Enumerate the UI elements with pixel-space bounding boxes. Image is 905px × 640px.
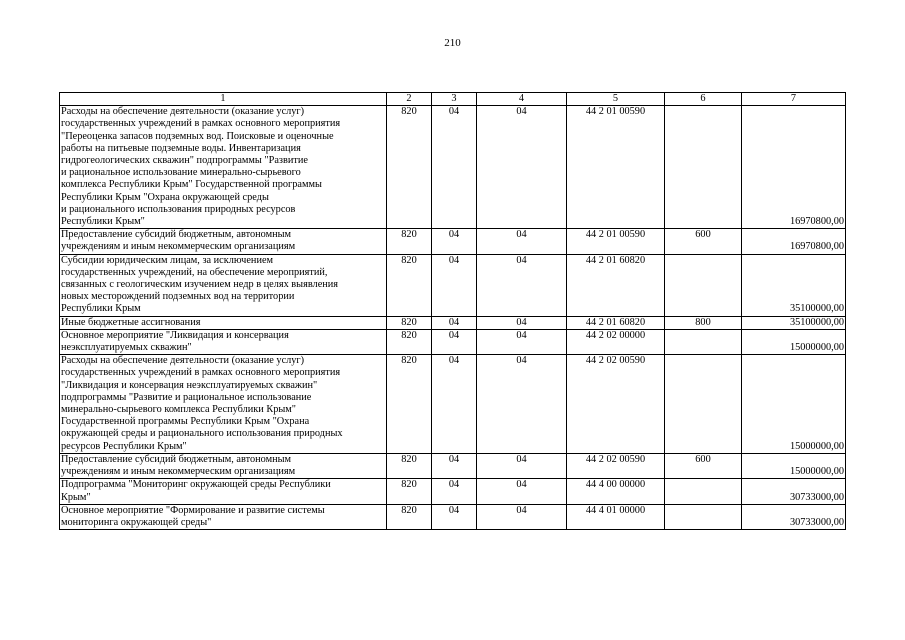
subsection-cell: 04: [477, 355, 567, 454]
table-row: [60, 479, 846, 504]
page-number: 210: [444, 37, 461, 49]
ministry-code-cell: 820: [387, 504, 432, 529]
table-row: [60, 106, 846, 229]
subsection-cell: 04: [477, 479, 567, 504]
column-header: 2: [387, 93, 432, 106]
subsection-cell: 04: [477, 453, 567, 478]
ministry-code-cell: 820: [387, 479, 432, 504]
column-header: 1: [60, 93, 387, 106]
amount-cell: 15000000,00: [742, 453, 846, 478]
row-name-cell: Основное мероприятие "Ликвидация и консервация неэксплуатируемых скважин": [60, 329, 387, 354]
amount-cell: 16970800,00: [742, 229, 846, 254]
table-row: [60, 504, 846, 529]
target-article-cell: 44 2 01 60820: [567, 254, 665, 316]
table-row: [60, 254, 846, 316]
ministry-code-cell: 820: [387, 329, 432, 354]
ministry-code-cell: 820: [387, 254, 432, 316]
row-name-cell: Иные бюджетные ассигнования: [60, 316, 387, 329]
ministry-code-cell: 820: [387, 355, 432, 454]
section-cell: 04: [432, 453, 477, 478]
ministry-code-cell: 820: [387, 106, 432, 229]
subsection-cell: 04: [477, 504, 567, 529]
subsection-cell: 04: [477, 316, 567, 329]
amount-cell: 30733000,00: [742, 504, 846, 529]
section-cell: 04: [432, 504, 477, 529]
target-article-cell: 44 4 00 00000: [567, 479, 665, 504]
section-cell: 04: [432, 329, 477, 354]
budget-table: [59, 92, 846, 530]
row-name-cell: Подпрограмма "Мониторинг окружающей среды Республики Крым": [60, 479, 387, 504]
amount-cell: 15000000,00: [742, 329, 846, 354]
row-name-cell: Расходы на обеспечение деятельности (оказание услуг) государственных учреждений в рамках основного мероприятия "Ликвидация и консервация неэксплуатируемых скважин" подпрограммы "Развитие и рациональное использование минерально-сырьевого комплекса Республики Крым" Государственной программы Республики Крым "Охрана окружающей среды и рационального использования природных ресурсов Республики Крым": [60, 355, 387, 454]
section-cell: 04: [432, 479, 477, 504]
table-row: [60, 329, 846, 354]
amount-cell: 35100000,00: [742, 316, 846, 329]
expense-type-cell: [665, 504, 742, 529]
subsection-cell: 04: [477, 229, 567, 254]
section-cell: 04: [432, 316, 477, 329]
expense-type-cell: [665, 106, 742, 229]
expense-type-cell: [665, 355, 742, 454]
target-article-cell: 44 2 02 00000: [567, 329, 665, 354]
table-row: [60, 316, 846, 329]
expense-type-cell: [665, 329, 742, 354]
expense-type-cell: [665, 254, 742, 316]
expense-type-cell: [665, 479, 742, 504]
target-article-cell: 44 2 01 60820: [567, 316, 665, 329]
row-name-cell: Расходы на обеспечение деятельности (оказание услуг) государственных учреждений в рамках основного мероприятия "Переоценка запасов подземных вод. Поисковые и оценочные работы на питьевые подземные воды. Инвентаризация гидрогеологических скважин" подпрограммы "Развитие и рациональное использование минерально-сырьевого комплекса Республики Крым" Государственной программы Республики Крым "Охрана окружающей среды и рационального использования природных ресурсов Республики Крым": [60, 106, 387, 229]
ministry-code-cell: 820: [387, 229, 432, 254]
table-header-row: [60, 93, 846, 106]
column-header: 5: [567, 93, 665, 106]
table-row: [60, 453, 846, 478]
section-cell: 04: [432, 229, 477, 254]
amount-cell: 30733000,00: [742, 479, 846, 504]
column-header: 6: [665, 93, 742, 106]
expense-type-cell: 600: [665, 453, 742, 478]
section-cell: 04: [432, 355, 477, 454]
target-article-cell: 44 2 01 00590: [567, 229, 665, 254]
target-article-cell: 44 2 02 00590: [567, 453, 665, 478]
ministry-code-cell: 820: [387, 316, 432, 329]
column-header: 3: [432, 93, 477, 106]
amount-cell: 35100000,00: [742, 254, 846, 316]
subsection-cell: 04: [477, 106, 567, 229]
ministry-code-cell: 820: [387, 453, 432, 478]
table-row: [60, 229, 846, 254]
target-article-cell: 44 4 01 00000: [567, 504, 665, 529]
amount-cell: 16970800,00: [742, 106, 846, 229]
amount-cell: 15000000,00: [742, 355, 846, 454]
table-row: [60, 355, 846, 454]
subsection-cell: 04: [477, 329, 567, 354]
expense-type-cell: 800: [665, 316, 742, 329]
section-cell: 04: [432, 106, 477, 229]
column-header: 7: [742, 93, 846, 106]
target-article-cell: 44 2 01 00590: [567, 106, 665, 229]
row-name-cell: Основное мероприятие "Формирование и развитие системы мониторинга окружающей среды": [60, 504, 387, 529]
target-article-cell: 44 2 02 00590: [567, 355, 665, 454]
section-cell: 04: [432, 254, 477, 316]
subsection-cell: 04: [477, 254, 567, 316]
row-name-cell: Предоставление субсидий бюджетным, автономным учреждениям и иным некоммерческим организациям: [60, 453, 387, 478]
row-name-cell: Субсидии юридическим лицам, за исключением государственных учреждений, на обеспечение мероприятий, связанных с геологическим изучением недр в целях выявления новых месторождений подземных вод на территории Республики Крым: [60, 254, 387, 316]
row-name-cell: Предоставление субсидий бюджетным, автономным учреждениям и иным некоммерческим организациям: [60, 229, 387, 254]
column-header: 4: [477, 93, 567, 106]
expense-type-cell: 600: [665, 229, 742, 254]
